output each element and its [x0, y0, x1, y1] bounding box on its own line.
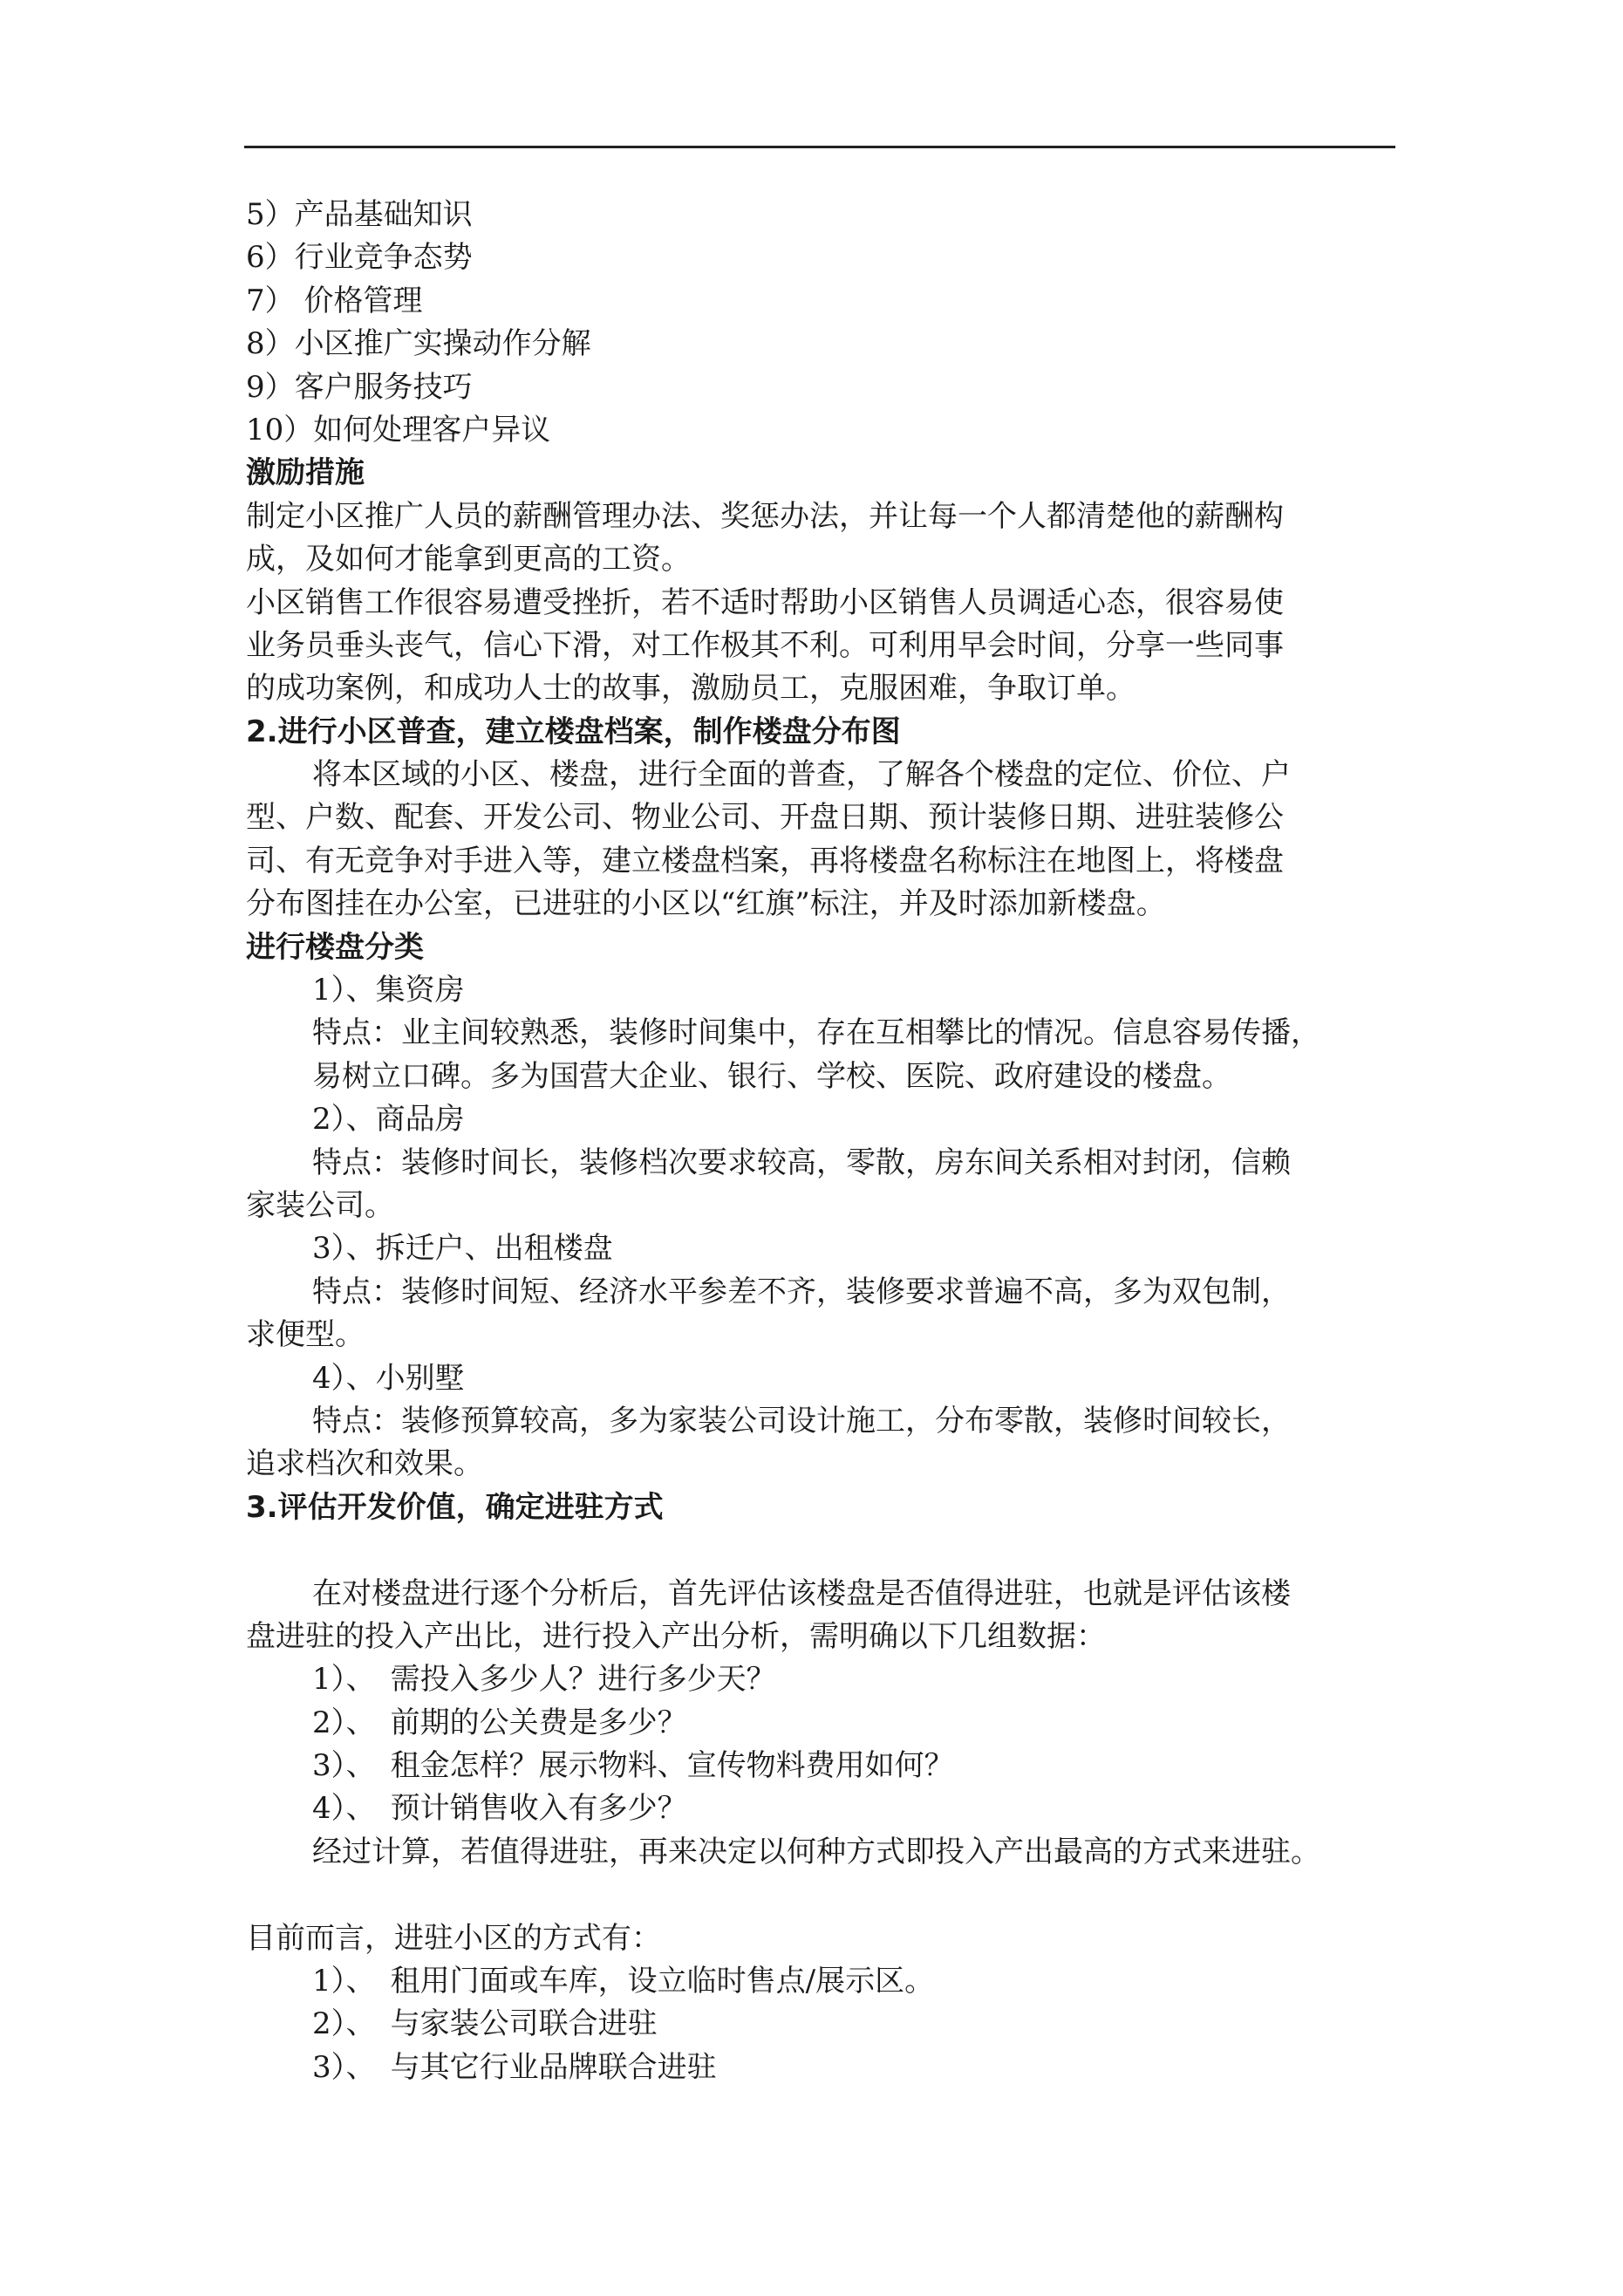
section-heading-incentive: 激励措施 [246, 455, 365, 491]
category-desc: 易树立口碑。多为国营大企业、银行、学校、医院、政府建设的楼盘。 [312, 1058, 1231, 1094]
section-heading-evaluate: 3.评估开发价值，确定进驻方式 [246, 1489, 664, 1525]
section-heading-classify: 进行楼盘分类 [246, 929, 424, 965]
category-desc: 特点：装修预算较高，多为家装公司设计施工，分布零散，装修时间较长， [312, 1403, 1291, 1438]
category-title: 1）、集资房 [312, 973, 465, 1008]
paragraph-line: 业务员垂头丧气，信心下滑，对工作极其不利。可利用早会时间，分享一些同事 [246, 627, 1284, 663]
list-item: 9）客户服务技巧 [246, 369, 473, 405]
document-body [246, 194, 1397, 2089]
paragraph-line: 盘进驻的投入产出比，进行投入产出分析，需明确以下几组数据： [246, 1618, 1106, 1654]
paragraph-line: 小区销售工作很容易遭受挫折，若不适时帮助小区销售人员调适心态，很容易使 [246, 584, 1284, 620]
list-item: 10）如何处理客户异议 [246, 412, 551, 448]
way-item: 3）、 与其它行业品牌联合进驻 [312, 2049, 717, 2085]
way-item: 2）、 与家装公司联合进驻 [312, 2006, 658, 2042]
question-item: 2）、 前期的公关费是多少？ [312, 1705, 687, 1740]
question-item: 4）、 预计销售收入有多少？ [312, 1791, 687, 1827]
category-desc: 特点：装修时间短、经济水平参差不齐，装修要求普遍不高，多为双包制， [312, 1274, 1291, 1309]
category-desc: 家装公司。 [246, 1187, 394, 1223]
paragraph-line: 型、户数、配套、开发公司、物业公司、开盘日期、预计装修日期、进驻装修公 [246, 800, 1284, 836]
spacer [246, 1529, 1397, 1572]
category-desc: 追求档次和效果。 [246, 1446, 483, 1482]
category-title: 2）、商品房 [312, 1102, 465, 1138]
paragraph-line: 的成功案例，和成功人士的故事，激励员工，克服困难，争取订单。 [246, 671, 1135, 707]
question-item: 1）、 需投入多少人？进行多少天？ [312, 1662, 776, 1698]
category-title: 3）、拆迁户、出租楼盘 [312, 1231, 613, 1267]
conclusion-line: 经过计算，若值得进驻，再来决定以何种方式即投入产出最高的方式来进驻。 [312, 1834, 1320, 1869]
paragraph-line: 司、有无竞争对手进入等，建立楼盘档案，再将楼盘名称标注在地图上，将楼盘 [246, 843, 1284, 878]
list-item: 7） 价格管理 [246, 283, 423, 318]
header-rule [244, 146, 1395, 148]
category-desc: 特点：装修时间长，装修档次要求较高，零散，房东间关系相对封闭，信赖 [312, 1145, 1291, 1180]
list-item: 5）产品基础知识 [246, 197, 473, 232]
list-item: 8）小区推广实操动作分解 [246, 326, 591, 362]
ways-intro: 目前而言，进驻小区的方式有： [246, 1920, 661, 1956]
category-title: 4）、小别墅 [312, 1360, 465, 1396]
paragraph-line: 在对楼盘进行逐个分析后，首先评估该楼盘是否值得进驻，也就是评估该楼 [312, 1575, 1291, 1611]
category-desc: 特点：业主间较熟悉，装修时间集中，存在互相攀比的情况。信息容易传播， [312, 1015, 1320, 1051]
paragraph-line: 将本区域的小区、楼盘，进行全面的普查，了解各个楼盘的定位、价位、户 [312, 757, 1291, 793]
paragraph-line: 制定小区推广人员的薪酬管理办法、奖惩办法，并让每一个人都清楚他的薪酬构 [246, 498, 1284, 534]
category-desc: 求便型。 [246, 1317, 365, 1353]
section-heading-survey: 2.进行小区普查，建立楼盘档案，制作楼盘分布图 [246, 714, 901, 749]
paragraph-line: 成，及如何才能拿到更高的工资。 [246, 542, 691, 577]
spacer [246, 1874, 1397, 1917]
question-item: 3）、 租金怎样？展示物料、宣传物料费用如何？ [312, 1748, 954, 1784]
paragraph-line: 分布图挂在办公室，已进驻的小区以“红旗”标注，并及时添加新楼盘。 [246, 886, 1166, 922]
list-item: 6）行业竞争态势 [246, 240, 473, 276]
way-item: 1）、 租用门面或车库，设立临时售点/展示区。 [312, 1964, 935, 1999]
